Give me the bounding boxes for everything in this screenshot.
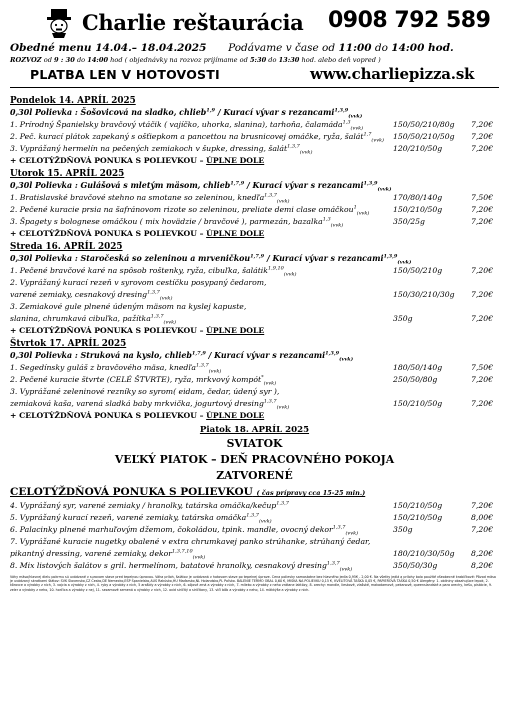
menu-item [10, 313, 499, 325]
soup-alt-origin: (vvk) [397, 259, 412, 266]
menu-item-price: 7,20€ [470, 266, 493, 275]
menu-item-price: 8,00€ [470, 513, 493, 522]
menu-item-text [10, 500, 393, 512]
menu-dates: Obedné menu 14.04.– 18.04.2025 [10, 42, 207, 54]
menu-item-text [10, 398, 393, 410]
weekly-offer-line [10, 228, 499, 240]
soup-line [10, 107, 499, 119]
allergens: 1 [353, 204, 357, 211]
website-link[interactable]: www.charliepizza.sk [310, 65, 475, 83]
header-divider [10, 87, 499, 88]
allergens: 1,7 [363, 131, 372, 138]
menu-item-price: 7,20€ [470, 144, 493, 153]
menu-item [10, 192, 499, 204]
menu-item-price [455, 277, 499, 289]
soup-allergens: 1,7,9 [230, 180, 245, 187]
allergens: 1,3,7 [246, 512, 259, 519]
serve-to: 14:00 hod. [391, 42, 454, 54]
menu-item-weight: 150/30/210/30g [393, 290, 455, 299]
allergens: 1,3,7,10 [171, 548, 193, 555]
allergens: 1,3 [342, 119, 351, 126]
friday-line-2: VEĽKÝ PIATOK – DEŇ PRACOVNÉHO POKOJA [114, 453, 395, 466]
menu-item-text [10, 362, 393, 374]
menu-item-text [10, 301, 393, 313]
meat-origin: (vvk) [276, 404, 290, 410]
menu-item-text [10, 131, 393, 143]
menu-item [10, 536, 499, 548]
serve-mid: do [374, 42, 388, 54]
weekly-offer-prefix: + CELOTÝŽDŇOVÁ PONUKA S POLIEVKOU – [10, 229, 204, 238]
menu-item-name: 1. Segedínsky guláš z bravčového mäsa, knedľa [10, 363, 196, 372]
meat-origin: (vvk) [263, 380, 277, 386]
day-title: Streda 16. APRÍL 2025 [10, 242, 123, 252]
allergens: * [261, 374, 264, 381]
menu-item-weight: 180/210/30/50g [393, 549, 455, 558]
menu-item [10, 277, 499, 289]
meat-origin: (vvk) [299, 149, 313, 155]
menu-item-name: slanina, chrumkavá cibuľka, pažítka [10, 314, 151, 323]
menu-item [10, 524, 499, 536]
soup-alt-allergens: 1,3,9 [363, 180, 378, 187]
soup-line [10, 350, 499, 362]
meat-origin: (vvk) [371, 137, 385, 143]
meat-origin: (vvk) [330, 222, 344, 228]
menu-item-price: 7,20€ [470, 375, 493, 384]
menu-item [10, 119, 499, 131]
delivery-e: hod. alebo deň vopred ) [301, 56, 381, 64]
menu-item-name: 6. Palacinky plnené marhuľovým džemom, čokoládou, tpink. mandle, ovocný dekor [10, 525, 333, 534]
menu-item-text [10, 204, 393, 216]
friday-line-3: ZATVORENÉ [216, 469, 293, 482]
payment-row [10, 65, 499, 87]
allergens: 1,3,7 [326, 560, 340, 567]
menu-item-price: 8,20€ [470, 549, 493, 558]
serve-prefix: Podávame v čase od [228, 42, 336, 54]
soup-text: 0,30l Polievka : Staročeská so zeleninou a mrveničkou [10, 254, 251, 263]
allergens: 1,3,7 [276, 500, 289, 507]
meat-origin: (vvk) [163, 319, 177, 325]
weekly-offer-list [10, 500, 499, 572]
menu-item-name: 2. Pečené kuracie štvrte (CELÉ ŠTVRTE), ryža, mrkvový kompót [10, 375, 262, 384]
menu-item-price: 7,20€ [470, 290, 493, 299]
menu-item [10, 560, 499, 572]
allergens: 1,3,7 [332, 524, 346, 531]
menu-item-text [10, 119, 393, 131]
weekly-title: CELOTÝŽDŇOVÁ PONUKA S POLIEVKOU [10, 486, 253, 498]
menu-item-price [455, 386, 499, 398]
meat-origin: (vvk) [345, 530, 359, 536]
soup-text: 0,30l Polievka : Struková na kyslo, chlieb [10, 351, 192, 360]
menu-item-name: varené zemiaky, cesnakový dresing [10, 290, 148, 299]
weekly-offer-link: ÚPLNE DOLE [206, 229, 265, 238]
menu-item [10, 512, 499, 524]
allergens: 1,9,10 [267, 265, 284, 272]
meat-origin: (vvk) [276, 198, 290, 204]
menu-item [10, 374, 499, 386]
menu-item-text [10, 560, 393, 572]
menu-item-weight: 170/80/140g [393, 193, 443, 202]
menu-item-text [10, 386, 393, 398]
menu-item-price [455, 536, 499, 548]
menu-item-name: 1. Prírodný Španielsky bravčový vtáčik ( vajíčko, uhorka, slanina), tarhoňa, čalamáda [10, 120, 343, 129]
delivery-b: do [76, 56, 86, 64]
menu-item [10, 500, 499, 512]
allergens: 1,3,7 [195, 362, 209, 369]
soup-alt-text: / Kurací vývar s rezancami [266, 254, 384, 263]
friday-line-1: SVIATOK [226, 437, 283, 450]
allergens: 1,3,7 [147, 289, 160, 296]
soup-alt-allergens: 1,3,9 [334, 107, 349, 114]
menu-item-text [10, 536, 393, 548]
menu-item-text [10, 265, 393, 277]
menu-item-name: 2. Pečené kuracie prsia na šafránovom rizote so zeleninou, preliate demi clase omáčkou [10, 205, 354, 214]
soup-allergens: 1,7,9 [250, 253, 265, 260]
menu-item-name: pikantný dressing, varené zemiaky, dekor [10, 549, 172, 558]
meat-origin: (vvk) [192, 554, 206, 560]
menu-item-price: 7,50€ [470, 363, 493, 372]
soup-alt-text: / Kurací vývar s rezancami [246, 181, 364, 190]
soup-line [10, 180, 499, 192]
menu-item-text [10, 192, 393, 204]
menu-item [10, 131, 499, 143]
meat-origin: (vvk) [339, 566, 353, 572]
header [10, 6, 499, 40]
menu-item-name: 3. Vyprážané zeleninové rezníky so syrom( eidam, čedar, údený syr ), [10, 387, 280, 396]
menu-item [10, 301, 499, 313]
menu-item-name: 3. Zemiakové gule plnené údeným mäsom na kyslej kapuste, [10, 302, 247, 311]
allergens: 1,3,7 [263, 398, 277, 405]
menu-item-weight: 250/50/80g [393, 375, 438, 384]
charlie-logo-icon [42, 8, 76, 42]
menu-item-name: 2. Vyprážaný kurací rezeň v syrovom cestíčku posypaný čedarom, [10, 278, 267, 287]
soup-alt-allergens: 1,3,9 [383, 253, 398, 260]
menu-item-weight [393, 301, 455, 313]
menu-item-weight: 150/210/50g [393, 399, 443, 408]
menu-item-price: 7,20€ [470, 217, 493, 226]
meat-origin: (vvk) [159, 295, 173, 301]
serve-from: 11:00 [338, 42, 372, 54]
delivery-line [10, 56, 499, 64]
menu-item-name: 5. Vyprážaný kurací rezeň, varené zemiaky, tatárska omáčka [10, 513, 247, 522]
restaurant-name: Charlie reštaurácia [82, 10, 304, 35]
menu-dates-line [10, 42, 499, 54]
menu-item-text [10, 289, 393, 301]
soup-alt-text: / Kurací vývar s rezancami [208, 351, 326, 360]
weekly-offer-title [10, 485, 499, 500]
meat-origin: (vvk) [350, 125, 364, 131]
menu-item-price: 7,20€ [470, 501, 493, 510]
menu-item-weight: 150/210/50g [393, 501, 443, 510]
phone-number[interactable]: 0908 792 589 [328, 8, 491, 33]
menu-item-name: 3. Špagety s bolognese omáčkou ( mix hovädzie / bravčové ), parmezán, bazalka [10, 217, 323, 226]
weekly-offer-link: ÚPLNE DOLE [206, 326, 265, 335]
weekly-offer-line [10, 325, 499, 337]
delivery-a: od [43, 56, 52, 64]
menu-item-name: 1. Pečené bravčové karé na spôsob roštenky, ryža, cibuľka, šalátik [10, 266, 268, 275]
allergens: 1,3,7 [287, 143, 300, 150]
soup-text: 0,30l Polievka : Šošovicová na sladko, chlieb [10, 108, 207, 117]
allergens: 1,3,7 [264, 192, 277, 199]
menu-item-name: 3. Vyprážaný hermelín na pečených zemiakoch v šupke, dressing, šalát [10, 144, 288, 153]
weekly-offer-link: ÚPLNE DOLE [206, 156, 265, 165]
soup-alt-origin: (vvk) [377, 186, 392, 193]
menu-item-text [10, 216, 393, 228]
delivery-label: ROZVOZ [10, 56, 42, 64]
meat-origin: (vvk) [283, 271, 297, 277]
menu-item [10, 548, 499, 560]
menu-item-price: 8,20€ [470, 561, 493, 570]
meat-origin: (vvk) [258, 518, 272, 524]
order-from: 5:30 [249, 56, 267, 64]
menu-item-text [10, 524, 393, 536]
meat-origin: (vvk) [356, 210, 370, 216]
menu-item-weight [393, 536, 455, 548]
menu-item [10, 398, 499, 410]
menu-item-weight [393, 386, 455, 398]
menu-item [10, 265, 499, 277]
allergens: 1,3,7 [150, 313, 164, 320]
soup-alt-origin: (vvk) [339, 356, 354, 363]
delivery-from: 9 : 30 [54, 56, 75, 64]
menu-item-weight: 350/25g [393, 217, 425, 226]
friday-title: Piatok 18. APRÍL 2025 [199, 425, 310, 435]
menu-item-weight: 350g [393, 525, 413, 534]
menu-item-weight: 150/50/210/50g [393, 132, 455, 141]
menu-item-price: 7,20€ [470, 314, 493, 323]
order-to: 13:30 [278, 56, 300, 64]
day-title: Štvrtok 17. APRÍL 2025 [10, 339, 127, 349]
menu-item-text [10, 512, 393, 524]
soup-line [10, 253, 499, 265]
menu-body [10, 96, 499, 422]
menu-item-name: 8. Mix listových šalátov s gril. hermelínom, batatové hranolky, cesnakový dresing [10, 561, 327, 570]
menu-item-text [10, 313, 393, 325]
soup-text: 0,30l Polievka : Gulášová s mletým mäsom, chlieb [10, 181, 231, 190]
menu-item-name: 1. Bratislavské bravčové stehno na smotane so zeleninou, knedľa [10, 193, 265, 202]
menu-item-price [455, 301, 499, 313]
soup-allergens: 1,9 [206, 107, 215, 114]
menu-item-name: 2. Peč. kurací plátok zapekaný s ošťiepkom a pancettou na brusnicovej omáčke, ryža, šalát [10, 132, 364, 141]
soup-alt-text: / Kurací vývar s rezancami [217, 108, 335, 117]
menu-item-text [10, 548, 393, 560]
friday-section [10, 424, 499, 484]
footer-notes: Váhy mäsa/hlavnej dielu pokrmu sú uvádzané v surovom stave pred tepelnou úpravou. Váha príloh, šalátov je uvádzaná v hotovom stave po tepelnej úprave. Cena polievky samostatne bez hlavného jedla 0,95€ - 2,00 €. Na všetky jedlá a prílohy bolo použité všeobecné krabičkové: Pôvod mäsa je uvádzaný skratkami štátov: SVK Slovensko,CZ Česko,DE Nemecko,ESP Španielsko,AUS Rakúsko,HU Maďarsko,NL Holandsko,PL Poľsko. BALENIE TERMO OBAL 0,60 €, MISKA NA POLIEVKU 0,15 €, KVELITOVÁ TAŠKA 0,05 €, PAPIEROVÁ TAŠKA 0,50 € Alergény: 1. obilniny obsahujúce lepok, 2. kôrovce a výrobky z nich, 3. vajcia a výrobky z nich, 4. ryby a výrobky z nich, 5 arašidy a výrobky z nich, 6. sójové zrná a výrobky z nich, 7. mlieko a výrobky z neho vrátane laktózy, 8. orechy: mandle, lieskové, vlašské, makadamové, pekanové, queenslandské a para orechy, kešu, pistácie, 9. zeler a výrobky z neho, 10. horčica a výrobky z nej, 11. sezamové semená a výrobky z nich, 12. oxid siričitý a siričitany, 13. vlčí bôb a výrobky z neho, 14. mäkkýše a výrobky z nich. [10, 575, 496, 592]
menu-item-weight: 350g [393, 314, 413, 323]
menu-item-name: 7. Vyprážané kuracie nugetky obalené v extra chrumkavej panko strúhanke, strúhaný čedar, [10, 537, 371, 546]
menu-item [10, 289, 499, 301]
menu-item-text [10, 277, 393, 289]
weekly-offer-prefix: + CELOTÝŽDŇOVÁ PONUKA S POLIEVKOU – [10, 156, 204, 165]
menu-item-price: 7,20€ [470, 399, 493, 408]
delivery-d: do [268, 56, 277, 64]
menu-item-text [10, 374, 393, 386]
weekly-offer-line [10, 155, 499, 167]
menu-item-price: 7,20€ [470, 205, 493, 214]
menu-item-price: 7,20€ [470, 132, 493, 141]
allergens: 1,3 [322, 216, 331, 223]
menu-item [10, 204, 499, 216]
menu-item-price: 7,20€ [470, 120, 493, 129]
menu-item-price: 7,20€ [470, 525, 493, 534]
menu-item-weight: 350/50/30g [393, 561, 438, 570]
menu-item-weight: 180/50/140g [393, 363, 443, 372]
weekly-offer-prefix: + CELOTÝŽDŇOVÁ PONUKA S POLIEVKOU – [10, 326, 204, 335]
soup-alt-allergens: 1,3,9 [325, 350, 340, 357]
delivery-c: hod ( objednávky na rozvoz prijímame od [110, 56, 248, 64]
menu-item-weight [393, 277, 455, 289]
menu-item [10, 143, 499, 155]
menu-item-text [10, 143, 393, 155]
menu-item [10, 386, 499, 398]
menu-item-name: zemiaková kaša, varená sladká baby mrkvička, jogurtový dresing [10, 399, 264, 408]
weekly-note: ( čas prípravy cca 15-25 min.) [256, 489, 366, 497]
payment-note: PLATBA LEN V HOTOVOSTI [30, 67, 220, 82]
day-title: Utorok 15. APRÍL 2025 [10, 169, 125, 179]
soup-alt-origin: (vvk) [348, 113, 363, 120]
menu-item-weight: 150/210/50g [393, 513, 443, 522]
soup-allergens: 1,7,9 [191, 350, 206, 357]
menu-item-weight: 150/50/210g [393, 266, 443, 275]
weekly-offer-prefix: + CELOTÝŽDŇOVÁ PONUKA S POLIEVKOU – [10, 411, 204, 420]
menu-item-weight: 120/210/50g [393, 144, 443, 153]
menu-item-price: 7,50€ [470, 193, 493, 202]
weekly-offer-link: ÚPLNE DOLE [206, 411, 265, 420]
menu-item-name: 4. Vyprážaný syr, varené zemiaky / hranolky, tatárska omáčka/kečup [10, 501, 277, 510]
day-title: Pondelok 14. APRÍL 2025 [10, 96, 136, 106]
meat-origin: (vvk) [208, 368, 222, 374]
menu-item-weight: 150/210/50g [393, 205, 443, 214]
menu-item [10, 362, 499, 374]
menu-item-weight: 150/50/210/80g [393, 120, 455, 129]
delivery-to: 14:00 [87, 56, 109, 64]
weekly-offer-line [10, 410, 499, 422]
menu-item [10, 216, 499, 228]
serving-hours [228, 42, 454, 54]
